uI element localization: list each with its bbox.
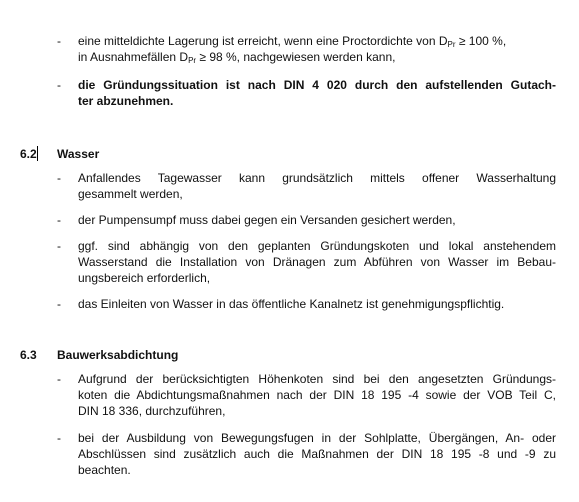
text-line: beachten. bbox=[78, 463, 131, 477]
bullet-dash: - bbox=[57, 213, 61, 227]
list-item-text bbox=[78, 238, 556, 286]
section-title: Wasser bbox=[57, 147, 100, 161]
bullet-dash: - bbox=[57, 297, 61, 311]
text-line: ggf. sind abhängig von den geplanten Gründungskoten und lokal anstehendem bbox=[78, 239, 556, 253]
text-line: eine mitteldichte Lagerung ist erreicht, wenn eine Proctordichte von $D_{Pr} \ge 100$ %, bbox=[78, 34, 507, 49]
text-line: ter abzunehmen. bbox=[78, 94, 174, 108]
bullet-dash: - bbox=[57, 78, 61, 92]
bullet-dash: - bbox=[57, 239, 61, 253]
text-line: Aufgrund der berücksichtigten Höhenkoten sind bei den angesetzten Gründungs- bbox=[78, 372, 556, 386]
section-number: 6.3 bbox=[20, 348, 37, 362]
list-item-text bbox=[78, 212, 556, 228]
text-line: ungsbereich erforderlich, bbox=[78, 271, 211, 285]
text-line: DIN 18 336, durchzuführen, bbox=[78, 404, 226, 418]
list-item-text bbox=[78, 296, 556, 312]
bullet-dash: - bbox=[57, 372, 61, 386]
bullet-dash: - bbox=[57, 431, 61, 445]
list-item-text bbox=[78, 170, 556, 202]
text-line: Anfallendes Tagewasser kann grundsätzlich mittels offener Wasserhaltung bbox=[78, 171, 556, 185]
section-title: Bauwerksabdichtung bbox=[57, 348, 179, 362]
text-line: gesammelt werden, bbox=[78, 187, 183, 201]
text-line: bei der Ausbildung von Bewegungsfugen in der Sohlplatte, Übergängen, An- oder bbox=[78, 431, 556, 445]
text-line: in Ausnahmefällen $D_{Pr} \ge 98$ %, nachgewiesen werden kann, bbox=[78, 50, 396, 65]
text-line: Wasserstand die Installation von Dränagen zum Abführen von Wasser im Bebau- bbox=[78, 255, 556, 269]
list-item-text bbox=[78, 33, 556, 65]
text-line: das Einleiten von Wasser in das öffentliche Kanalnetz ist genehmigungspflichtig. bbox=[78, 297, 505, 311]
text-line: die Gründungssituation ist nach DIN 4 020 durch den aufstellenden Gutach- bbox=[78, 78, 556, 92]
list-item-text bbox=[78, 430, 556, 478]
text-line: der Pumpensumpf muss dabei gegen ein Versanden gesichert werden, bbox=[78, 213, 456, 227]
text-cursor bbox=[37, 146, 38, 161]
text-line: Abschlüssen sind zusätzlich auch die Maßnahmen der DIN 18 195 -8 und -9 zu bbox=[78, 447, 556, 461]
list-item-text bbox=[78, 371, 556, 419]
bullet-dash: - bbox=[57, 34, 61, 48]
section-number: 6.2 bbox=[20, 147, 37, 161]
list-item-text bbox=[78, 77, 556, 109]
text-line: koten die Abdichtungsmaßnahmen nach der DIN 18 195 -4 sowie der VOB Teil C, bbox=[78, 388, 556, 402]
bullet-dash: - bbox=[57, 171, 61, 185]
